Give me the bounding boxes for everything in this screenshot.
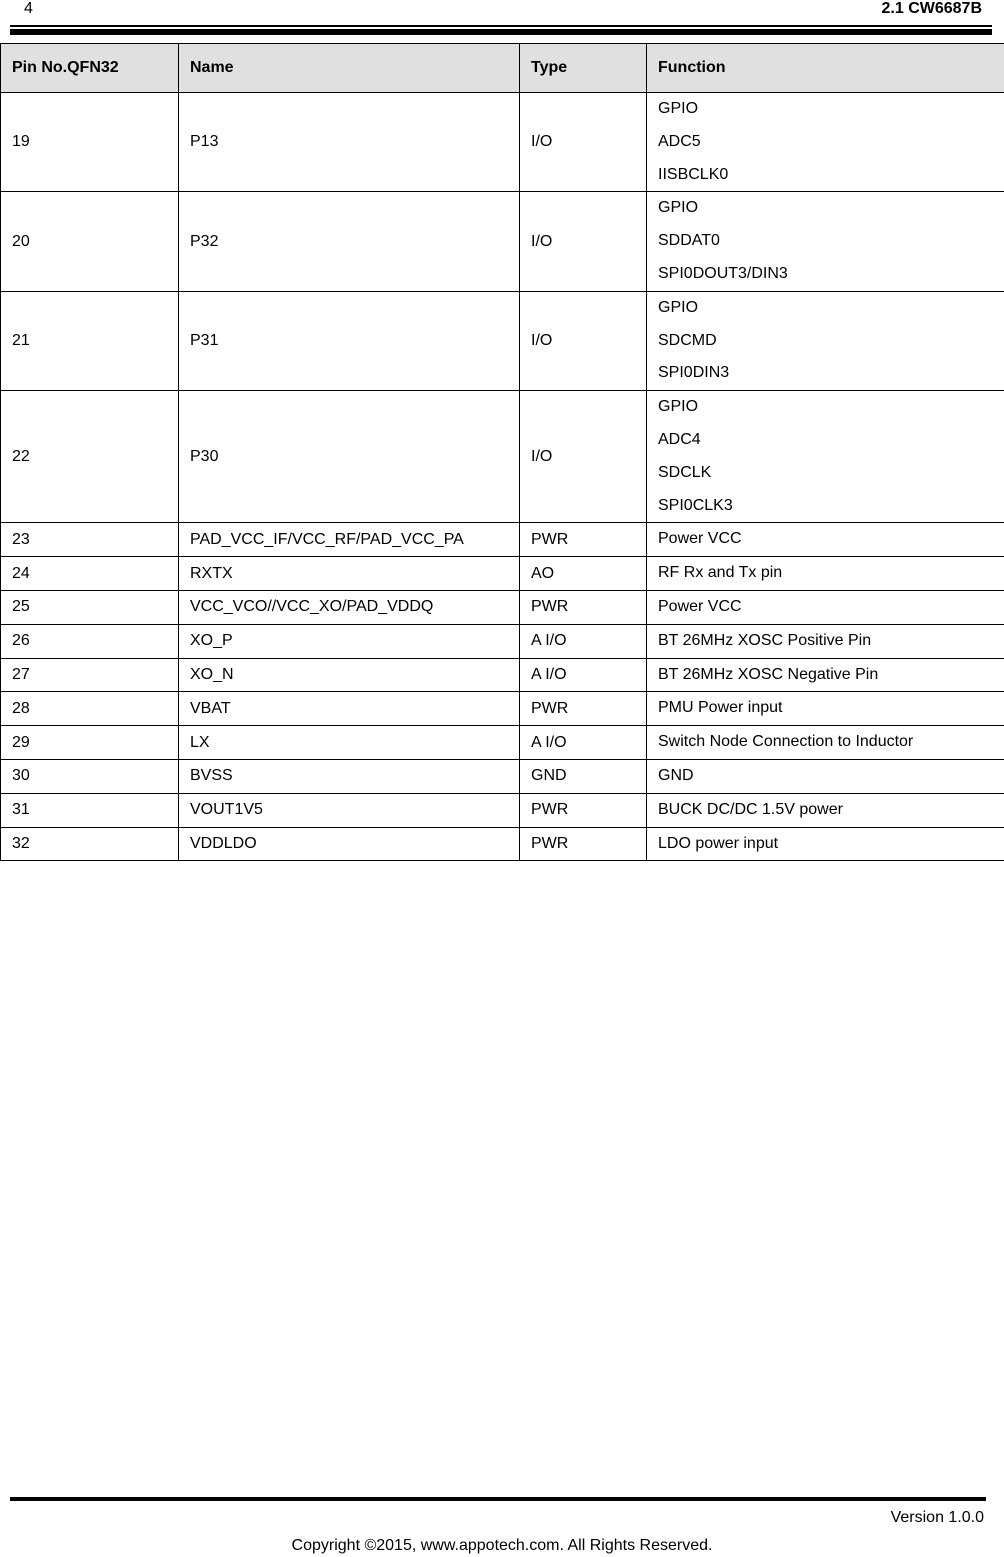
table-row xyxy=(1,793,1004,827)
function-line: Switch Node Connection to Inductor xyxy=(658,733,914,751)
header-rule-thin xyxy=(10,25,992,27)
type-cell: A I/O xyxy=(520,658,647,692)
table-header-row xyxy=(1,44,1004,93)
function-line: GPIO xyxy=(658,398,699,416)
table-row xyxy=(1,624,1004,658)
function-line: BT 26MHz XOSC Negative Pin xyxy=(658,665,879,683)
pin-table xyxy=(0,43,1004,861)
name-cell: VDDLDO xyxy=(179,827,520,861)
function-line: PMU Power input xyxy=(658,699,783,717)
function-cell xyxy=(647,590,1004,624)
function-line: BT 26MHz XOSC Positive Pin xyxy=(658,631,872,649)
name-cell: VOUT1V5 xyxy=(179,793,520,827)
function-cell xyxy=(647,557,1004,591)
function-line: SPI0DOUT3/DIN3 xyxy=(658,264,788,282)
type-cell: PWR xyxy=(520,523,647,557)
type-cell: I/O xyxy=(520,291,647,390)
type-cell: PWR xyxy=(520,692,647,726)
function-cell xyxy=(647,692,1004,726)
function-line: RF Rx and Tx pin xyxy=(658,564,783,582)
pin-cell: 21 xyxy=(1,291,179,390)
page-number: 4 xyxy=(24,0,33,17)
header-rule-thick xyxy=(10,29,992,35)
function-line: SPI0CLK3 xyxy=(658,496,733,514)
type-cell: A I/O xyxy=(520,624,647,658)
function-line: LDO power input xyxy=(658,834,779,852)
function-line: SDCMD xyxy=(658,331,717,349)
pin-cell: 28 xyxy=(1,692,179,726)
copyright-notice: Copyright ©2015, www.appotech.com. All Rights Reserved. xyxy=(291,1537,713,1554)
function-cell xyxy=(647,759,1004,793)
pin-cell: 23 xyxy=(1,523,179,557)
version-label: Version 1.0.0 xyxy=(890,1509,984,1526)
function-line: IISBCLK0 xyxy=(658,165,729,183)
table-row xyxy=(1,658,1004,692)
column-header-function: Function xyxy=(647,44,1004,93)
type-cell: PWR xyxy=(520,827,647,861)
name-cell: LX xyxy=(179,726,520,760)
name-cell: P13 xyxy=(179,93,520,192)
function-line: Power VCC xyxy=(658,597,742,615)
type-cell: A I/O xyxy=(520,726,647,760)
function-cell xyxy=(647,192,1004,291)
column-header-pin: Pin No.QFN32 xyxy=(1,44,179,93)
table-row xyxy=(1,590,1004,624)
pin-cell: 31 xyxy=(1,793,179,827)
table-row xyxy=(1,291,1004,390)
column-header-type: Type xyxy=(520,44,647,93)
function-cell xyxy=(647,391,1004,523)
table-row xyxy=(1,827,1004,861)
name-cell: P30 xyxy=(179,391,520,523)
pin-cell: 27 xyxy=(1,658,179,692)
name-cell: VBAT xyxy=(179,692,520,726)
function-line: ADC5 xyxy=(658,132,701,150)
function-cell xyxy=(647,624,1004,658)
function-line: GND xyxy=(658,766,694,784)
table-row xyxy=(1,93,1004,192)
name-cell: P32 xyxy=(179,192,520,291)
name-cell: BVSS xyxy=(179,759,520,793)
table-row xyxy=(1,726,1004,760)
pin-cell: 24 xyxy=(1,557,179,591)
table-row xyxy=(1,692,1004,726)
function-line: GPIO xyxy=(658,100,699,117)
pin-cell: 22 xyxy=(1,391,179,523)
footer-rule xyxy=(10,1497,986,1501)
function-line: SDDAT0 xyxy=(658,232,720,250)
function-line: SPI0DIN3 xyxy=(658,364,730,382)
function-cell xyxy=(647,793,1004,827)
function-cell xyxy=(647,726,1004,760)
pin-cell: 26 xyxy=(1,624,179,658)
pin-cell: 29 xyxy=(1,726,179,760)
table-row xyxy=(1,759,1004,793)
pin-cell: 25 xyxy=(1,590,179,624)
function-line: SDCLK xyxy=(658,463,712,481)
pin-cell: 19 xyxy=(1,93,179,192)
function-cell xyxy=(647,93,1004,192)
name-cell: PAD_VCC_IF/VCC_RF/PAD_VCC_PA xyxy=(179,523,520,557)
table-row xyxy=(1,557,1004,591)
function-cell xyxy=(647,827,1004,861)
type-cell: AO xyxy=(520,557,647,591)
table-row xyxy=(1,523,1004,557)
pin-cell: 30 xyxy=(1,759,179,793)
type-cell: I/O xyxy=(520,391,647,523)
function-cell xyxy=(647,658,1004,692)
function-line: GPIO xyxy=(658,199,699,217)
pin-cell: 32 xyxy=(1,827,179,861)
type-cell: I/O xyxy=(520,192,647,291)
function-line: ADC4 xyxy=(658,430,701,448)
function-cell xyxy=(647,291,1004,390)
function-cell xyxy=(647,523,1004,557)
name-cell: RXTX xyxy=(179,557,520,591)
type-cell: I/O xyxy=(520,93,647,192)
pin-cell: 20 xyxy=(1,192,179,291)
column-header-name: Name xyxy=(179,44,520,93)
name-cell: P31 xyxy=(179,291,520,390)
function-line: GPIO xyxy=(658,298,699,316)
table-row xyxy=(1,391,1004,523)
name-cell: VCC_VCO//VCC_XO/PAD_VDDQ xyxy=(179,590,520,624)
function-line: Power VCC xyxy=(658,530,742,548)
type-cell: PWR xyxy=(520,590,647,624)
function-line: BUCK DC/DC 1.5V power xyxy=(658,800,843,818)
type-cell: PWR xyxy=(520,793,647,827)
name-cell: XO_P xyxy=(179,624,520,658)
table-row xyxy=(1,192,1004,291)
type-cell: GND xyxy=(520,759,647,793)
table-body xyxy=(1,93,1004,861)
document-title: 2.1 CW6687B xyxy=(881,0,982,17)
name-cell: XO_N xyxy=(179,658,520,692)
